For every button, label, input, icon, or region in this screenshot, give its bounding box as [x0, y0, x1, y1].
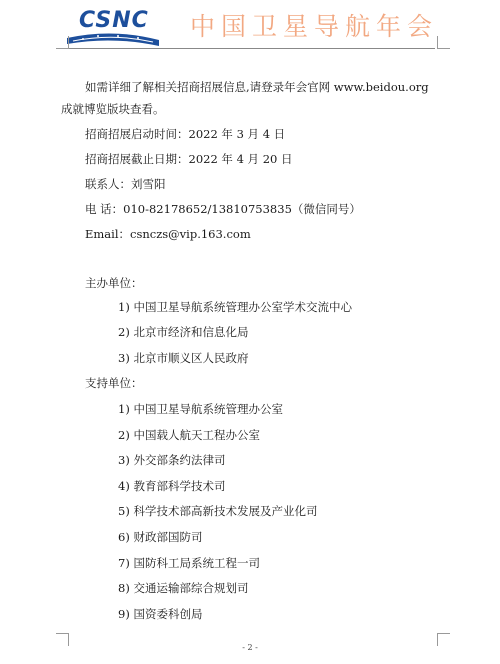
phone: 电 话：010-82178652/13810753835（微信同号）: [85, 202, 361, 216]
intro-line-1: 如需详细了解相关招商招展信息,请登录年会官网 www.beidou.org: [85, 80, 429, 94]
page-number: - 2 -: [242, 643, 258, 652]
host-item: 2) 北京市经济和信息化局: [118, 325, 249, 339]
host-item: 1) 中国卫星导航系统管理办公室学术交流中心: [118, 300, 352, 314]
csnc-logo: [63, 6, 163, 48]
hosts-heading: 主办单位：: [85, 276, 143, 290]
email: Email：csnczs@vip.163.com: [85, 227, 251, 241]
header-title: 中国卫星导航年会: [190, 12, 439, 41]
crop-mark-top-right: [437, 36, 450, 49]
host-item: 3) 北京市顺义区人民政府: [118, 351, 249, 365]
intro-line-2: 成就博览版块查看。: [61, 102, 165, 116]
supporter-item: 8) 交通运输部综合规划司: [118, 581, 249, 595]
crop-mark-top-left: [56, 36, 69, 49]
supporter-item: 5) 科学技术部高新技术发展及产业化司: [118, 504, 318, 518]
end-date: 招商招展截止日期：2022 年 4 月 20 日: [85, 152, 293, 166]
start-date: 招商招展启动时间：2022 年 3 月 4 日: [85, 127, 286, 141]
supporter-item: 3) 外交部条约法律司: [118, 453, 226, 467]
contact-person: 联系人：刘雪阳: [85, 177, 166, 191]
supporter-item: 9) 国资委科创局: [118, 607, 203, 621]
supporter-item: 7) 国防科工局系统工程一司: [118, 556, 260, 570]
supporters-heading: 支持单位：: [85, 376, 143, 390]
logo-text: CSNC: [79, 8, 149, 33]
supporter-item: 4) 教育部科学技术司: [118, 479, 226, 493]
supporter-item: 1) 中国卫星导航系统管理办公室: [118, 402, 283, 416]
supporter-item: 6) 财政部国防司: [118, 530, 203, 544]
header-divider: [63, 48, 435, 49]
page-header: [0, 0, 500, 50]
supporter-item: 2) 中国载人航天工程办公室: [118, 428, 260, 442]
